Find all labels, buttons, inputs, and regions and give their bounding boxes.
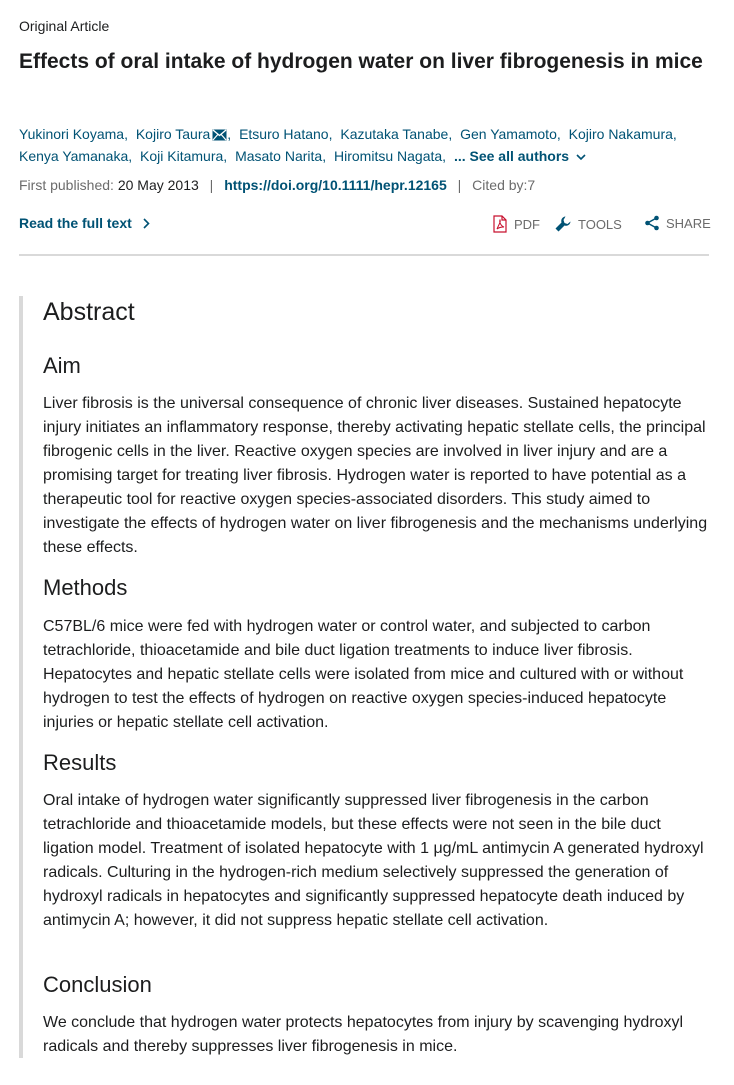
doi-link[interactable]: https://doi.org/10.1111/hepr.12165 xyxy=(224,177,447,193)
share-button[interactable]: SHARE xyxy=(644,215,711,231)
article-tools xyxy=(490,215,710,237)
meta-separator: | xyxy=(457,177,462,193)
section-text-conclusion: We conclude that hydrogen water protects hepatocytes from injury by scavenging hydroxyl radicals and thereby suppresses liver fibrogenesis in mice. xyxy=(43,1014,684,1055)
article-type: Original Article xyxy=(19,18,110,34)
author-link[interactable]: Koji Kitamura, xyxy=(140,148,228,164)
section-text-results: Oral intake of hydrogen water significantly suppressed liver fibrogenesis in the carbon tetrachloride and thioacetamide models, but these effects were not seen in the bile duct ligation model. Treatment of isolated hepatocyte with 1 μg/mL antimycin A generated hydroxyl radicals. Culturing in the hydrogen-rich medium selectively suppressed the generation of hydroxyl radicals in hepatocytes and significantly suppressed hepatocyte death induced by antimycin A; however, it did not suppress hepatic stellate cell activation. xyxy=(43,792,704,929)
author-link[interactable]: Masato Narita, xyxy=(235,148,327,164)
envelope-icon[interactable] xyxy=(212,129,227,141)
section-text-aim: Liver fibrosis is the universal consequence of chronic liver diseases. Sustained hepatocyte injury initiates an inflammatory response, thereby activating hepatic stellate cells, the principal fibrogenic cells in the liver. Reactive oxygen species are involved in liver injury and are a promising target for treating liver fibrosis. Hydrogen water is reported to have potential as a therapeutic tool for reactive oxygen species-associated disorders. This study aimed to investigate the effects of hydrogen water on liver fibrogenesis and the mechanisms underlying these effects. xyxy=(43,395,708,556)
chevron-down-icon xyxy=(576,153,586,161)
meta-separator: | xyxy=(209,177,214,193)
author-link[interactable]: Gen Yamamoto, xyxy=(460,126,561,142)
author-link[interactable]: Kenya Yamanaka, xyxy=(19,148,133,164)
first-published-date: 20 May 2013 xyxy=(117,177,199,193)
author-link[interactable]: Kojiro Taura , xyxy=(135,126,232,142)
pdf-button[interactable]: PDF xyxy=(492,215,540,233)
article-title: Effects of oral intake of hydrogen water on liver fibrogenesis in mice xyxy=(19,50,703,73)
section-heading-aim: Aim xyxy=(43,353,81,378)
section-heading-methods: Methods xyxy=(43,575,128,600)
author-link[interactable]: Yukinori Koyama, xyxy=(19,126,128,142)
publication-meta xyxy=(19,177,535,193)
author-list xyxy=(19,123,719,167)
read-full-text-link[interactable]: Read the full text xyxy=(19,215,150,231)
see-all-authors-button[interactable]: ... See all authors xyxy=(454,148,586,164)
wrench-icon xyxy=(554,215,572,233)
section-heading-results: Results xyxy=(43,750,117,775)
abstract-heading: Abstract xyxy=(43,298,135,326)
section-heading-conclusion: Conclusion xyxy=(43,972,152,997)
abstract-accent-bar xyxy=(19,296,23,1058)
pdf-icon xyxy=(492,215,508,233)
header-divider xyxy=(19,254,709,256)
section-text-methods: C57BL/6 mice were fed with hydrogen water or control water, and subjected to carbon tetrachloride, thioacetamide and bile duct ligation treatments to induce liver fibrosis. Hepatocytes and hepatic stellate cells were isolated from mice and cultured with or without hydrogen to test the effects of hydrogen on reactive oxygen species-induced hepatocyte injuries or hepatic stellate cell activation. xyxy=(43,618,684,731)
author-link[interactable]: Etsuro Hatano, xyxy=(239,126,333,142)
author-link[interactable]: Kazutaka Tanabe, xyxy=(340,126,453,142)
author-link[interactable]: Kojiro Nakamura, xyxy=(568,126,677,142)
author-link[interactable]: Hiromitsu Nagata, xyxy=(334,148,447,164)
cited-by-link[interactable]: Cited by:7 xyxy=(472,177,536,193)
first-published-label: First published: xyxy=(19,177,114,193)
chevron-right-icon xyxy=(142,218,150,229)
share-icon xyxy=(644,215,660,231)
tools-button[interactable]: TOOLS xyxy=(554,215,622,233)
